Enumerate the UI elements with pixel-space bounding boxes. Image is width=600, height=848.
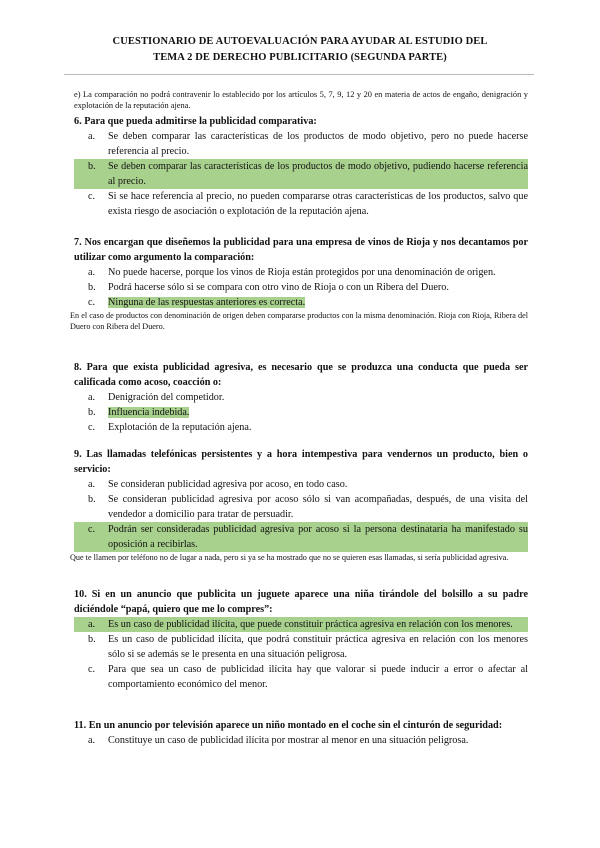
- answer-option-b: b. Es un caso de publicidad ilícita, que podrá constituir práctica agresiva en relación con los menores sólo si se además se le presenta en una situación peligrosa.: [88, 634, 528, 660]
- question-6: [74, 114, 528, 219]
- question-title: 10. Si en un anuncio que publicita un juguete aparece una niña tirándole del bolsillo a su padre diciéndole “papá, quiero que me lo compres”:: [74, 589, 528, 615]
- answer-list: [74, 733, 528, 748]
- answer-option-b-correct: b. Influencia indebida.: [88, 407, 190, 418]
- answer-option-b: b. Se consideran publicidad agresiva por acoso sólo si van acompañadas, después, de una visita del vendedor a domicilio para tratar de persuadir.: [88, 494, 528, 520]
- answer-note: En el caso de productos con denominación de origen deben compararse productos con la misma denominación. Rioja con Rioja, Ribera del Duero con Ribera del Duero.: [70, 311, 528, 331]
- answer-option-a: a. Constituye un caso de publicidad ilícita por mostrar al menor en una situación peligrosa.: [88, 735, 469, 746]
- document-title-line-2: TEMA 2 DE DERECHO PUBLICITARIO (SEGUNDA PARTE): [153, 52, 447, 63]
- answer-list: [74, 265, 528, 310]
- answer-option-c-correct: c. Podrán ser consideradas publicidad agresiva por acoso si la persona destinataria ha manifestado su oposición a recibirlas.: [74, 522, 528, 552]
- question-8: [74, 360, 528, 435]
- question-7: [70, 235, 528, 332]
- answer-option-a: a. Se deben comparar las características de los productos de modo objetivo, pero no puede hacerse referencia al precio.: [88, 131, 528, 157]
- answer-option-a: a. Se consideran publicidad agresiva por acoso, en todo caso.: [88, 479, 348, 490]
- question-title: 7. Nos encargan que diseñemos la publicidad para una empresa de vinos de Rioja y nos decantamos por utilizar como argumento la comparación:: [74, 237, 528, 263]
- answer-option-c-correct: c. Ninguna de las respuestas anteriores es correcta.: [88, 297, 306, 308]
- question-title: 11. En un anuncio por televisión aparece un niño montado en el coche sin el cinturón de seguridad:: [74, 720, 503, 731]
- answer-option-b-correct: b. Se deben comparar las características de los productos de modo objetivo, pudiendo hacerse referencia al precio.: [74, 159, 528, 189]
- question-10: [74, 587, 528, 692]
- answer-option-c: c. Para que sea un caso de publicidad ilícita hay que valorar si puede inducir a error o afectar al comportamiento económico del menor.: [88, 664, 528, 690]
- answer-option-c: c. Explotación de la reputación ajena.: [88, 422, 252, 433]
- answer-list: [74, 477, 528, 552]
- question-title: 8. Para que exista publicidad agresiva, es necesario que se produzca una conducta que pueda ser calificada como acoso, coacción o:: [74, 362, 528, 388]
- question-11: [74, 718, 528, 748]
- answer-option-a: a. Denigración del competidor.: [88, 392, 225, 403]
- answer-option-c: c. Si se hace referencia al precio, no pueden compararse otras características de los productos, salvo que exista riesgo de asociación o explotación de la reputación ajena.: [88, 191, 528, 217]
- intro-paragraph: e) La comparación no podrá contravenir lo establecido por los artículos 5, 7, 9, 12 y 20 en materia de actos de engaño, denigración y explotación de la reputación ajena.: [74, 90, 528, 110]
- answer-list: [74, 129, 528, 219]
- question-title: 9. Las llamadas telefónicas persistentes y a hora intempestiva para vendernos un producto, bien o servicio:: [74, 449, 528, 475]
- answer-option-b: b. Podrá hacerse sólo si se compara con otro vino de Rioja o con un Ribera del Duero.: [88, 282, 449, 293]
- question-title: 6. Para que pueda admitirse la publicidad comparativa:: [74, 116, 317, 127]
- title-divider: [64, 74, 534, 75]
- document-title-line-1: CUESTIONARIO DE AUTOEVALUACIÓN PARA AYUDAR AL ESTUDIO DEL: [112, 36, 488, 47]
- answer-option-a-correct: a. Es un caso de publicidad ilícita, que puede constituir práctica agresiva en relación con los menores.: [74, 617, 528, 632]
- question-9: [70, 447, 528, 563]
- answer-list: [74, 617, 528, 692]
- answer-list: [74, 390, 528, 435]
- answer-note: Que te llamen por teléfono no de lugar a nada, pero si ya se ha mostrado que no se quieren esas llamadas, si sería publicidad agresiva.: [70, 553, 509, 562]
- answer-option-a: a. No puede hacerse, porque los vinos de Rioja están protegidos por una denominación de origen.: [88, 267, 496, 278]
